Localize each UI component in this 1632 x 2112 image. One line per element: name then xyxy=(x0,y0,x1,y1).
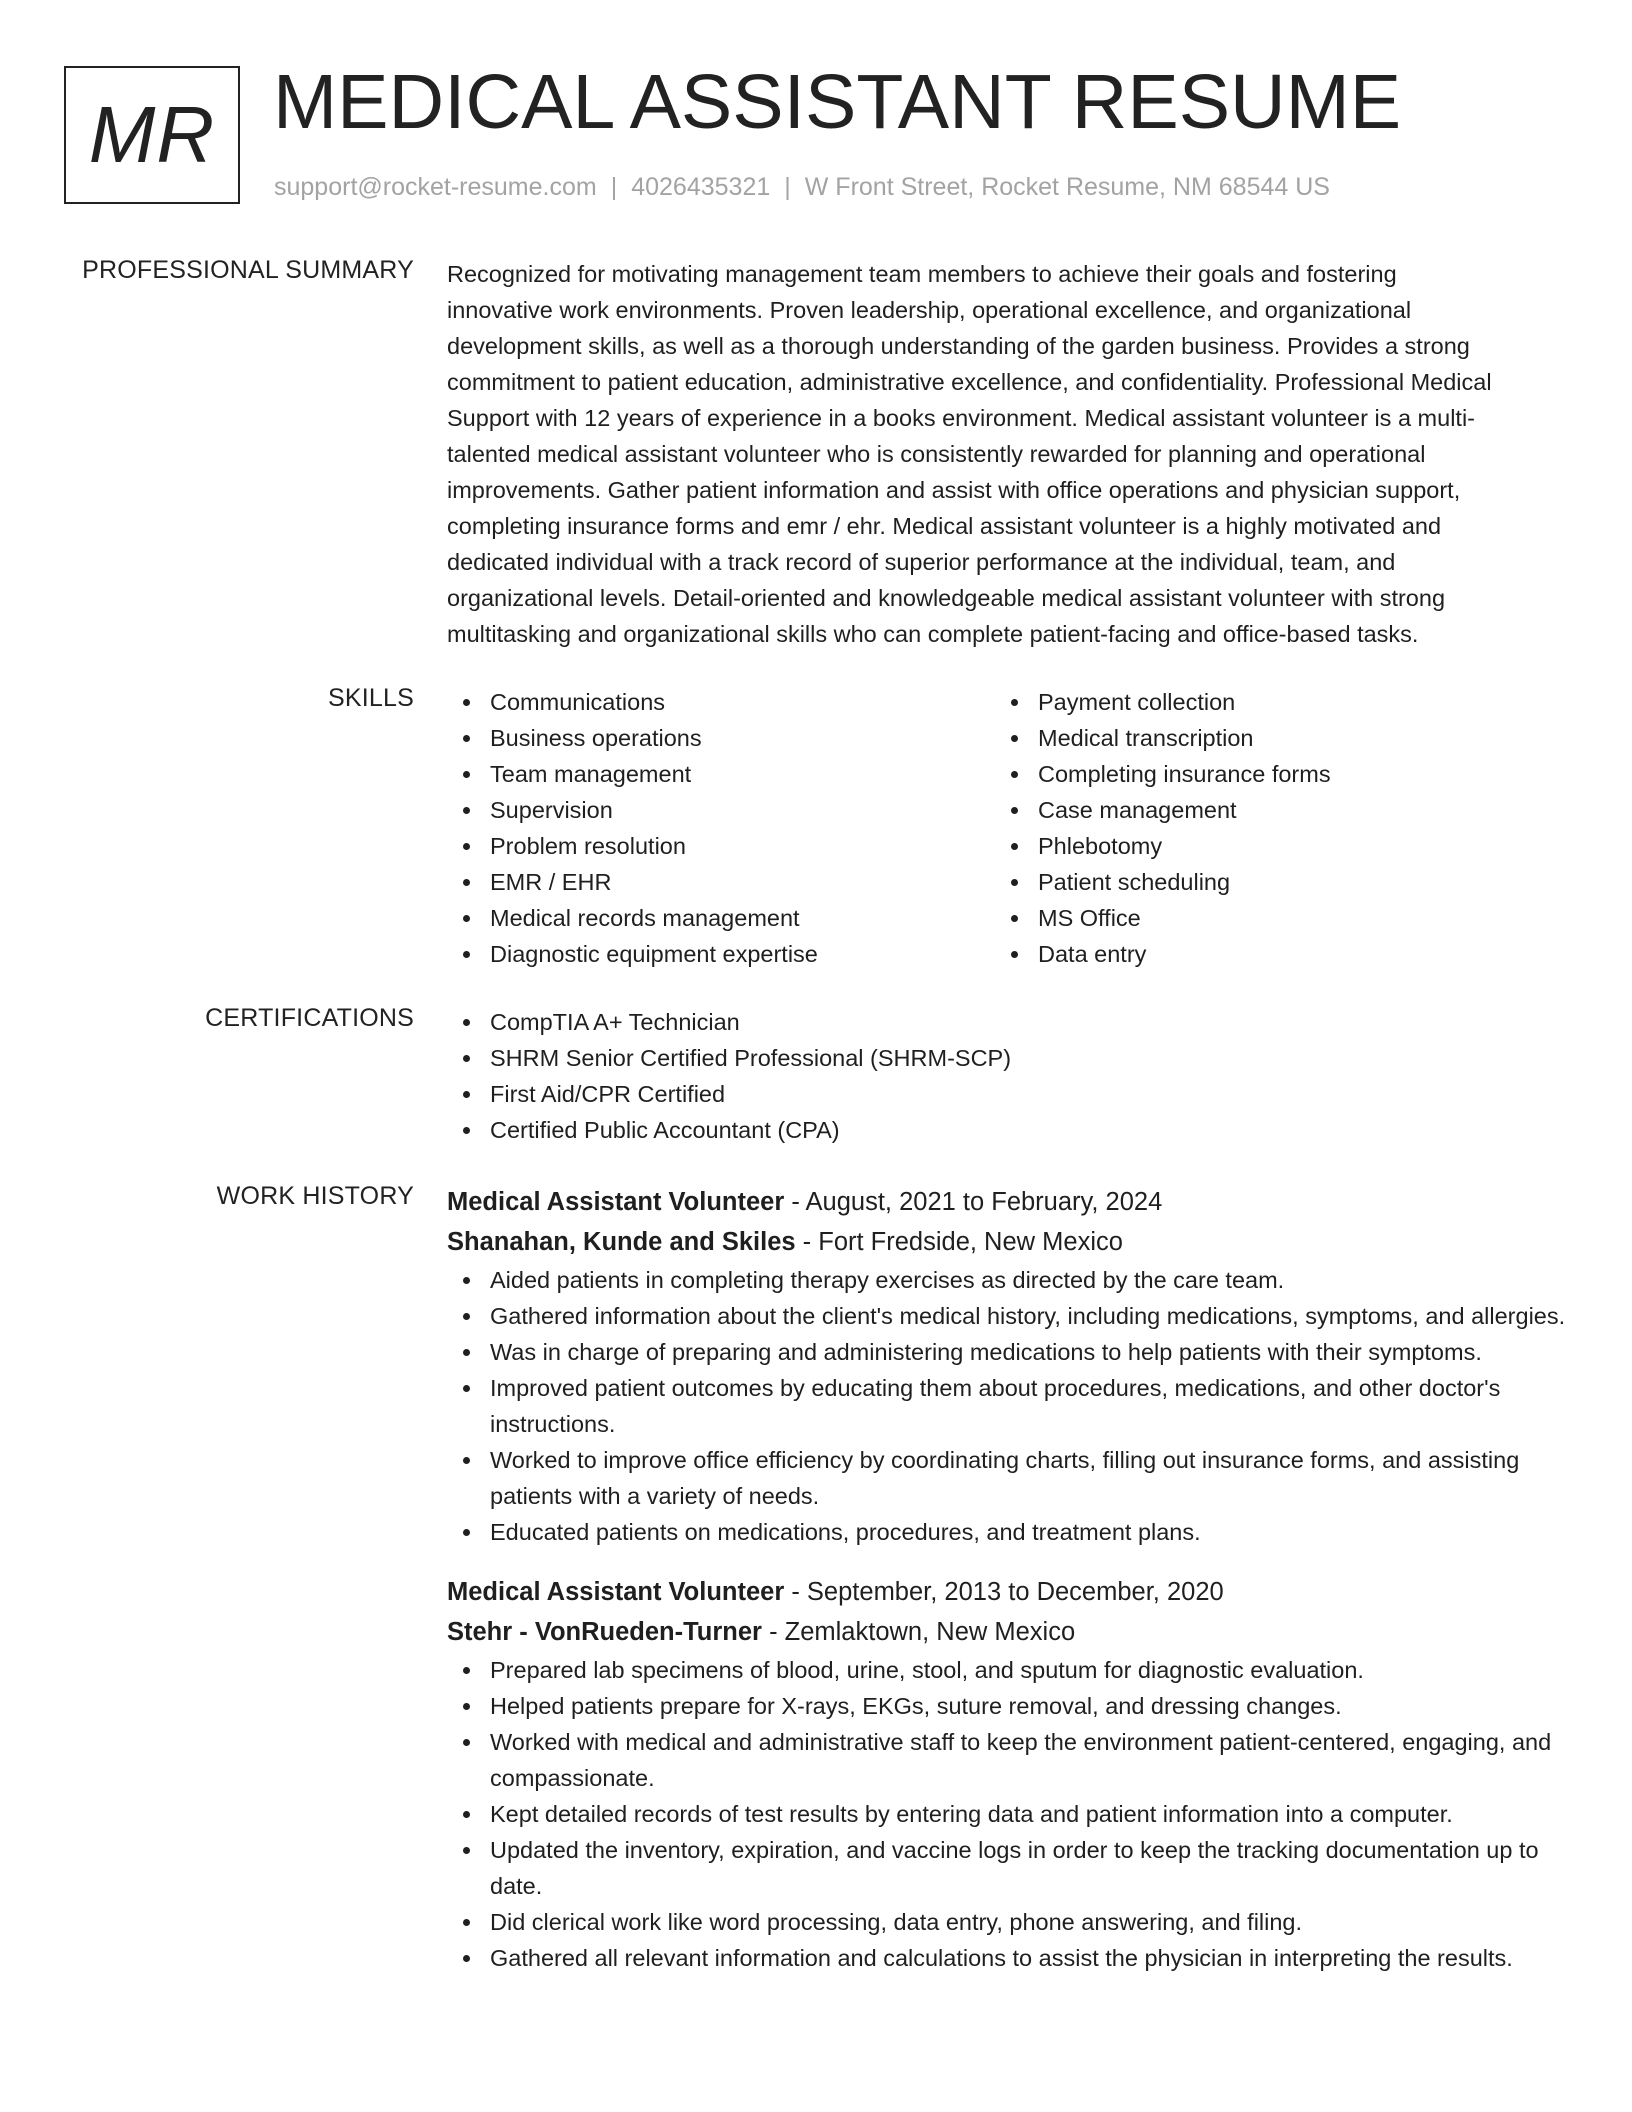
skill-item: Problem resolution xyxy=(447,828,995,864)
skill-item: Supervision xyxy=(447,792,995,828)
skill-item: Data entry xyxy=(995,936,1543,972)
contact-separator: | xyxy=(784,173,791,201)
job-duty-item: Worked to improve office efficiency by coordinating charts, filling out insurance forms, and assisting patients with a variety of needs. xyxy=(447,1442,1567,1514)
skill-item: EMR / EHR xyxy=(447,864,995,900)
job-title: Medical Assistant Volunteer xyxy=(447,1188,785,1216)
skill-item: Team management xyxy=(447,756,995,792)
skills-body xyxy=(447,684,1567,972)
certifications-heading: CERTIFICATIONS xyxy=(205,1004,414,1032)
job-title-line xyxy=(447,1572,1567,1612)
summary-line: Recognized for motivating management team members to achieve their goals and fostering xyxy=(447,261,1397,287)
job-duties xyxy=(447,1262,1567,1550)
summary-heading: PROFESSIONAL SUMMARY xyxy=(82,256,414,284)
skill-item: Medical transcription xyxy=(995,720,1543,756)
job-dates: - August, 2021 to February, 2024 xyxy=(784,1188,1163,1216)
job-duty-item: Kept detailed records of test results by entering data and patient information into a computer. xyxy=(447,1796,1567,1832)
job-dates: - September, 2013 to December, 2020 xyxy=(784,1578,1224,1606)
skill-item: Medical records management xyxy=(447,900,995,936)
job-duty-item: Did clerical work like word processing, data entry, phone answering, and filing. xyxy=(447,1904,1567,1940)
monogram-logo: MR xyxy=(64,66,240,204)
job-company-line xyxy=(447,1222,1567,1262)
job-duties xyxy=(447,1652,1567,1976)
skills-heading: SKILLS xyxy=(328,684,414,712)
job-duty-item: Gathered all relevant information and calculations to assist the physician in interpreting the results. xyxy=(447,1940,1567,1976)
job-company-line xyxy=(447,1612,1567,1652)
skills-column-left xyxy=(447,684,995,972)
skill-item: Completing insurance forms xyxy=(995,756,1543,792)
page-title: MEDICAL ASSISTANT RESUME xyxy=(273,59,1402,145)
contact-email[interactable]: support@rocket-resume.com xyxy=(274,173,597,201)
certification-item: First Aid/CPR Certified xyxy=(447,1076,1567,1112)
summary-line: multitasking and organizational skills who can complete patient-facing and office-based tasks. xyxy=(447,621,1419,647)
skill-item: Case management xyxy=(995,792,1543,828)
job-duty-item: Gathered information about the client's medical history, including medications, symptoms, and allergies. xyxy=(447,1298,1567,1334)
skill-item: Payment collection xyxy=(995,684,1543,720)
contact-line xyxy=(274,173,1330,202)
job-duty-item: Was in charge of preparing and administering medications to help patients with their symptoms. xyxy=(447,1334,1567,1370)
skill-item: Business operations xyxy=(447,720,995,756)
certifications-body xyxy=(447,1004,1567,1148)
contact-address: W Front Street, Rocket Resume, NM 68544 US xyxy=(804,173,1330,201)
contact-phone[interactable]: 4026435321 xyxy=(631,173,771,201)
work-history-heading: WORK HISTORY xyxy=(216,1182,414,1210)
resume-header xyxy=(64,59,1564,214)
certification-item: SHRM Senior Certified Professional (SHRM-SCP) xyxy=(447,1040,1567,1076)
job-duty-item: Aided patients in completing therapy exercises as directed by the care team. xyxy=(447,1262,1567,1298)
summary-line: organizational levels. Detail-oriented and knowledgeable medical assistant volunteer with strong xyxy=(447,585,1446,611)
job-entry xyxy=(447,1572,1567,1976)
summary-line: dedicated individual with a track record of superior performance at the individual, team, and xyxy=(447,549,1396,575)
job-duty-item: Educated patients on medications, procedures, and treatment plans. xyxy=(447,1514,1567,1550)
summary-line: completing insurance forms and emr / ehr. Medical assistant volunteer is a highly motivated and xyxy=(447,513,1442,539)
job-entry xyxy=(447,1182,1567,1550)
summary-line: improvements. Gather patient information and assist with office operations and physician support, xyxy=(447,477,1461,503)
skill-item: Communications xyxy=(447,684,995,720)
work-history-body xyxy=(447,1182,1567,1998)
job-location: - Zemlaktown, New Mexico xyxy=(761,1618,1076,1646)
summary-line: commitment to patient education, administrative excellence, and confidentiality. Professional Medical xyxy=(447,369,1492,395)
job-duty-item: Worked with medical and administrative staff to keep the environment patient-centered, engaging, and compassionate. xyxy=(447,1724,1567,1796)
job-duty-item: Prepared lab specimens of blood, urine, stool, and sputum for diagnostic evaluation. xyxy=(447,1652,1567,1688)
certification-item: CompTIA A+ Technician xyxy=(447,1004,1567,1040)
job-company: Stehr - VonRueden-Turner xyxy=(447,1618,762,1646)
job-duty-item: Updated the inventory, expiration, and vaccine logs in order to keep the tracking documentation up to date. xyxy=(447,1832,1567,1904)
job-location: - Fort Fredside, New Mexico xyxy=(795,1228,1123,1256)
job-duty-item: Helped patients prepare for X-rays, EKGs, suture removal, and dressing changes. xyxy=(447,1688,1567,1724)
job-duty-item: Improved patient outcomes by educating them about procedures, medications, and other doctor's instructions. xyxy=(447,1370,1567,1442)
summary-line: Support with 12 years of experience in a books environment. Medical assistant volunteer is a multi- xyxy=(447,405,1475,431)
certification-item: Certified Public Accountant (CPA) xyxy=(447,1112,1567,1148)
summary-line: innovative work environments. Proven leadership, operational excellence, and organizational xyxy=(447,297,1412,323)
summary-body xyxy=(447,256,1567,652)
skill-item: Diagnostic equipment expertise xyxy=(447,936,995,972)
job-title-line xyxy=(447,1182,1567,1222)
skill-item: Phlebotomy xyxy=(995,828,1543,864)
summary-line: talented medical assistant volunteer who is consistently rewarded for planning and operational xyxy=(447,441,1426,467)
skill-item: MS Office xyxy=(995,900,1543,936)
skill-item: Patient scheduling xyxy=(995,864,1543,900)
summary-line: development skills, as well as a thorough understanding of the garden business. Provides a strong xyxy=(447,333,1470,359)
contact-separator: | xyxy=(610,173,618,201)
skills-column-right xyxy=(995,684,1543,972)
job-title: Medical Assistant Volunteer xyxy=(447,1578,785,1606)
job-company: Shanahan, Kunde and Skiles xyxy=(447,1228,796,1256)
